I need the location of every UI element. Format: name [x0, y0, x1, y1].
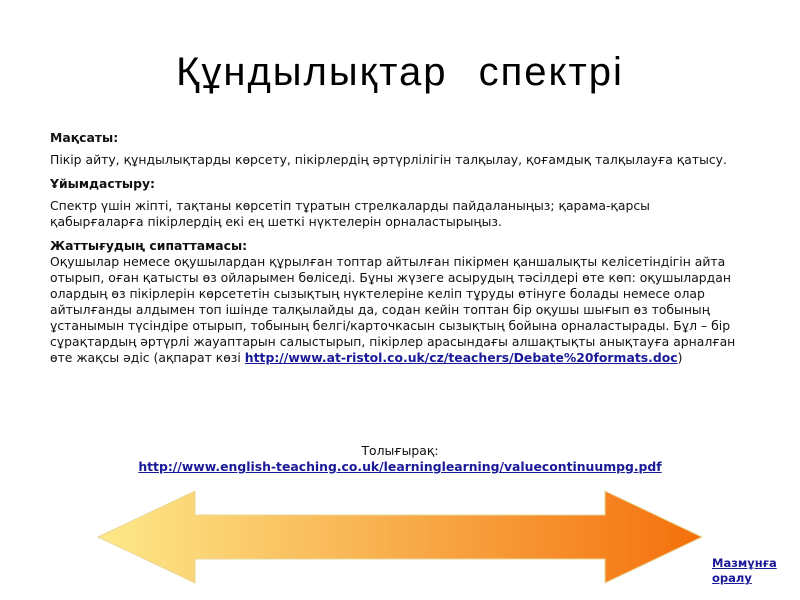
source-link[interactable]: http://www.at-ristol.co.uk/cz/teachers/Debate%20formats.doc: [244, 350, 678, 365]
description-paragraph: [50, 254, 740, 366]
slide-content: [50, 130, 740, 366]
description-close: ): [677, 350, 683, 365]
slide-title: Құндылықтар спектрі: [176, 50, 624, 94]
goal-heading: Мақсаты:: [50, 130, 119, 145]
back-to-contents-link[interactable]: Мазмұнға оралу: [712, 556, 777, 585]
description-text: Оқушылар немесе оқушылардан құрылған топтар айтылған пікірмен қаншалықты келісетіндігін айта отырып, оған қатысты өз ойларымен бөліседі. Бұны жүзеге асырудың тәсілдері өте көп: оқушылардан олардың өз пікірлерін көрсететін сызықтың нүктелеріне келіп тұруды өтінуге болады немесе олар айтылғанды алдымен топ ішінде талқылайды да, содан кейін топтан бір оқушы шығып өз тобының ұстанымын түсіндіре отырып, тобының белгі/карточкасын сызықтың бойына орналастырады. Бұл – бір сұрақтардың әртүрлі жауаптарын салыстырып, пікірлер арасындағы алшақтықты анықтауға арналған өте жақсы әдіс (ақпарат көзі: [50, 254, 736, 365]
organization-text: Спектр үшін жіпті, тақтаны көрсетіп тұратын стрелкаларды пайдаланыңыз; қарама-қарсы қабырғаларға пікірлердің екі ең шеткі нүктелерін орналастырыңыз.: [50, 198, 650, 229]
goal-text: Пікір айту, құндылықтарды көрсету, пікірлердің әртүрлілігін талқылау, қоғамдық талқылауға қатысу.: [50, 152, 727, 167]
more-info-link[interactable]: http://www.english-teaching.co.uk/learninglearning/valuecontinuumpg.pdf: [138, 459, 662, 474]
more-info: [0, 443, 800, 475]
more-info-label: Толығырақ:: [361, 443, 439, 458]
description-heading: Жаттығудың сипаттамасы:: [50, 238, 248, 253]
double-arrow-icon: [95, 488, 705, 586]
organization-heading: Ұйымдастыру:: [50, 176, 155, 191]
